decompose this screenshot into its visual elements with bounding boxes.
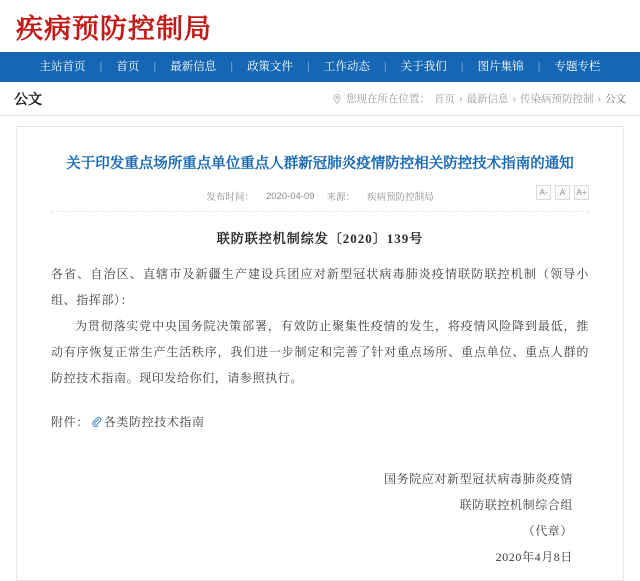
nav-item-work-updates[interactable]: 工作动态 [323,61,370,73]
site-header [0,0,640,52]
breadcrumb-separator: › [597,92,601,105]
signature-line-1: 国务院应对新型冠状病毒肺炎疫情 [383,472,573,486]
signature-line-2: 联防联控机制综合组 [459,498,573,512]
font-larger-button[interactable]: A+ [574,185,589,200]
nav-item-policy-docs[interactable]: 政策文件 [247,61,294,73]
publish-time-label: 发布时间： [206,192,254,203]
nav-separator: | [153,61,157,73]
source-label: 来源： [326,192,356,203]
document-number: 联防联控机制综发〔2020〕139号 [216,231,424,246]
breadcrumb-separator: › [512,92,516,105]
signature-date: 2020年4月8日 [495,550,573,564]
article-paragraph-body: 为贯彻落实党中央国务院决策部署，有效防止聚集性疫情的发生，将疫情风险降到最低，推动有序恢复正常生产生活秩序，我们进一步制定和完善了针对重点场所、重点单位、重点人群的防控技术指南。现印发给你们，请参照执行。 [51,319,589,385]
nav-item-about-us[interactable]: 关于我们 [400,61,447,73]
nav-item-photo-gallery[interactable]: 图片集锦 [477,61,524,73]
paperclip-icon [91,410,102,436]
attachment-row [51,391,589,436]
nav-item-main-home[interactable]: 主站首页 [39,61,86,73]
nav-separator: | [460,61,464,73]
breadcrumb-item-infectious-disease-control[interactable]: 传染病预防控制 [520,93,594,105]
article-card [16,126,624,581]
breadcrumb-prefix: 您现在所在位置： [346,93,430,105]
breadcrumb-item-home[interactable]: 首页 [434,93,455,105]
font-normal-button[interactable]: A [555,185,570,200]
article-paragraph-addressee: 各省、自治区、直辖市及新疆生产建设兵团应对新型冠状病毒肺炎疫情联防联控机制（领导小组、指挥部）： [51,267,589,307]
breadcrumb-item-latest-info[interactable]: 最新信息 [466,93,509,105]
attachment-link[interactable]: 各类防控技术指南 [103,415,205,429]
nav-item-latest-info[interactable]: 最新信息 [170,61,217,73]
main-navigation [0,52,640,82]
article-title: 关于印发重点场所重点单位重点人群新冠肺炎疫情防控相关防控技术指南的通知 [66,156,574,172]
attachment-label: 附件： [51,415,89,429]
publish-time-value: 2020-04-09 [265,190,315,202]
nav-separator: | [230,61,234,73]
article-wrapper [0,116,640,581]
nav-separator: | [307,61,310,73]
nav-item-special-topics[interactable]: 专题专栏 [554,61,601,73]
breadcrumb [332,91,626,106]
article-signature [51,436,589,570]
section-title: 公文 [14,92,42,108]
source-value: 疾病预防控制局 [367,192,434,203]
signature-line-3: （代章） [522,524,573,538]
breadcrumb-item-current: 公文 [605,93,626,105]
nav-item-home[interactable]: 首页 [116,61,140,73]
site-title: 疾病预防控制局 [16,13,212,44]
article-meta [51,189,589,212]
nav-separator: | [99,61,103,73]
breadcrumb-bar [0,82,640,116]
nav-separator: | [537,61,541,73]
font-smaller-button[interactable]: A- [536,185,551,200]
location-icon [332,94,342,104]
nav-separator: | [383,61,387,73]
font-size-tools [536,185,589,200]
breadcrumb-separator: › [459,92,463,105]
